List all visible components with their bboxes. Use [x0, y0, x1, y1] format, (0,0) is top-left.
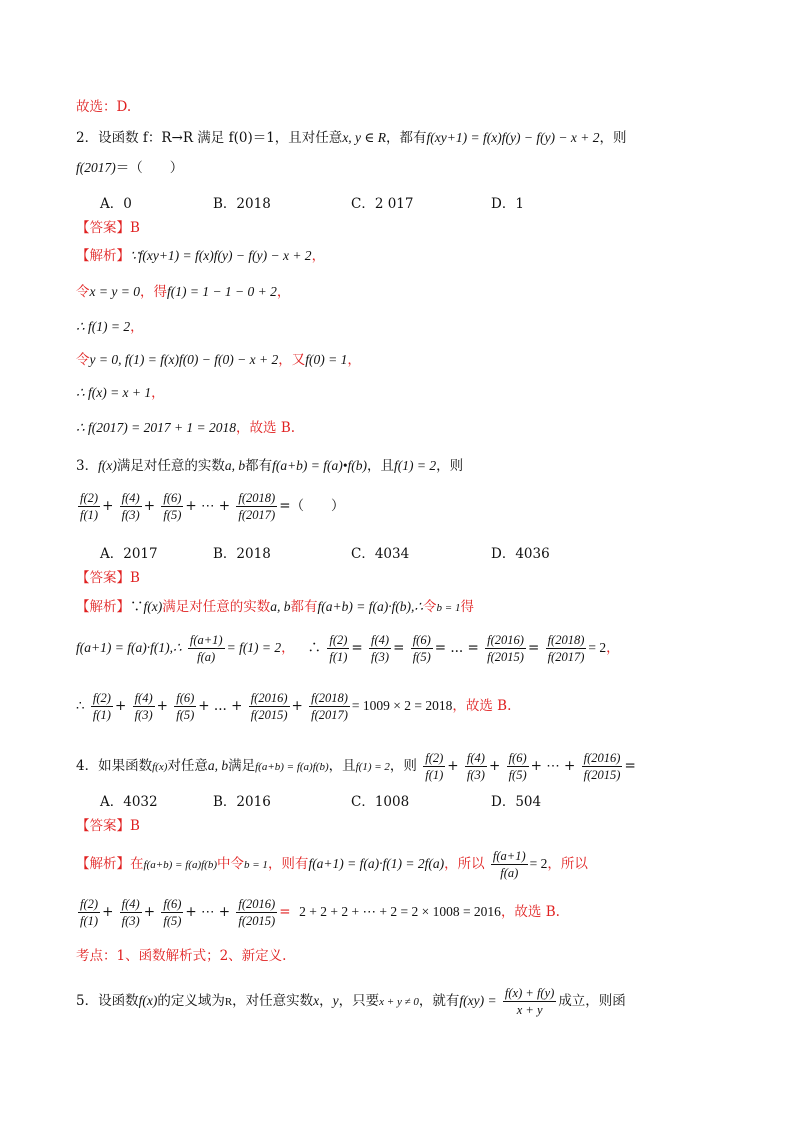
prev-answer: 故选：D.: [76, 99, 132, 115]
fraction: $\frac{f(2)}{f(1)}$: [80, 491, 99, 522]
fraction: $\frac{f(4)}{f(3)}$: [121, 897, 140, 928]
q2-analysis-1: 【解析】∵f(xy+1) = f(x)f(y) − f(y) − x + 2，: [76, 248, 326, 264]
q3-option-d: D．4036: [491, 546, 550, 562]
fraction: $\frac{f(2)}{f(1)}$: [425, 751, 444, 782]
fraction: $\frac{f(2016)}{f(2015)}$: [583, 751, 621, 782]
fraction: $\frac{f(x) + f(y)}{x + y}$: [504, 986, 555, 1017]
fraction: $\frac{f(4)}{f(3)}$: [371, 633, 390, 664]
fraction: $\frac{f(4)}{f(3)}$: [121, 491, 140, 522]
q3-expression: $\frac{f(2)}{f(1)}$ + $\frac{f(4)}{f(3)}$ + $\frac{f(6)}{f(5)}$ + ⋯ + $\frac{f(2018)}{f(2017)}$ =（ ）: [80, 491, 345, 522]
q5-stem: 5．设函数f(x)的定义域为R，对任意实数x，y，只要x + y ≠ 0，就有f(xy) = $\frac{f(x) + f(y)}{x + y}$ 成立，则函: [76, 986, 626, 1017]
q3-option-a: A．2017: [100, 546, 158, 562]
fraction: $\frac{f(2016)}{f(2015)}$: [238, 897, 276, 928]
q4-answer: 【答案】B: [76, 818, 140, 834]
fraction: $\frac{f(2018)}{f(2017)}$: [311, 691, 348, 722]
q2-analysis-3: ∴ f(1) = 2，: [76, 319, 144, 335]
q4-analysis-1: 【解析】在f(a+b) = f(a)f(b)中令b = 1，则有f(a+1) = f(a)·f(1) = 2f(a)，所以 $\frac{f(a+1)}{f(a)}$ = 2，所以: [76, 849, 588, 880]
fraction: $\frac{f(6)}{f(5)}$: [176, 691, 195, 722]
q4-option-c: C．1008: [351, 794, 410, 810]
q4-option-d: D．504: [491, 794, 542, 810]
q3-analysis-3: ∴ $\frac{f(2)}{f(1)}$ + $\frac{f(4)}{f(3)}$ + $\frac{f(6)}{f(5)}$ + ... + $\frac{f(2016)}{f(2015)}$ + $\frac{f(2018)}{f(2017)}$ = 1009 × 2 = 2018，故选 B.: [76, 691, 512, 722]
q4-option-a: A．4032: [100, 794, 158, 810]
q2-stem: 2．设函数 f：R→R 满足 f(0)＝1，且对任意x, y ∈ R，都有f(xy+1) = f(x)f(y) − f(y) − x + 2，则: [76, 130, 627, 146]
q2-analysis-6: ∴ f(2017) = 2017 + 1 = 2018，故选 B.: [76, 420, 296, 436]
q4-analysis-2: $\frac{f(2)}{f(1)}$ + $\frac{f(4)}{f(3)}$ + $\frac{f(6)}{f(5)}$ + ⋯ + $\frac{f(2016)}{f(2015)}$ = 2 + 2 + 2 + ⋯ + 2 = 2 × 1008 = 2016，故选 B.: [80, 897, 560, 928]
q3-option-c: C．4034: [351, 546, 410, 562]
fraction: $\frac{f(2)}{f(1)}$: [329, 633, 348, 664]
q3-stem: 3．f(x)满足对任意的实数a, b都有f(a+b) = f(a)•f(b)，且f(1) = 2，则: [76, 458, 464, 474]
q2-option-b: B．2018: [213, 196, 271, 212]
fraction: $\frac{f(2018)}{f(2017)}$: [238, 491, 276, 522]
fraction: $\frac{f(2018)}{f(2017)}$: [547, 633, 585, 664]
fraction: $\frac{f(6)}{f(5)}$: [508, 751, 527, 782]
fraction: $\frac{f(2)}{f(1)}$: [80, 897, 99, 928]
q2-analysis-4: 令y = 0, f(1) = f(x)f(0) − f(0) − x + 2，又f(0) = 1，: [76, 352, 361, 368]
q4-option-b: B．2016: [213, 794, 271, 810]
q2-analysis-5: ∴ f(x) = x + 1，: [76, 385, 165, 401]
fraction: $\frac{f(2016)}{f(2015)}$: [487, 633, 524, 664]
q3-analysis-2: f(a+1) = f(a)·f(1),∴ $\frac{f(a+1)}{f(a)}$ = f(1) = 2， ∴ $\frac{f(2)}{f(1)}$ = $\frac{f(4)}{f(3)}$ = $\frac{f(6)}{f(5)}$ = ... = $\frac{f(2016)}{f(2015)}$ = $\frac{f(2018)}{f(2017)}$ = 2，: [76, 633, 620, 664]
fraction: $\frac{f(6)}{f(5)}$: [412, 633, 431, 664]
q2-answer: 【答案】B: [76, 220, 140, 236]
q3-analysis-1: 【解析】∵f(x)满足对任意的实数a, b都有f(a+b) = f(a)·f(b),∴令b = 1得: [76, 599, 474, 615]
q3-option-b: B．2018: [213, 546, 271, 562]
q2-option-a: A．0: [100, 196, 132, 212]
q2-option-c: C．2 017: [351, 196, 414, 212]
fraction: $\frac{f(6)}{f(5)}$: [163, 897, 182, 928]
fraction: $\frac{f(2)}{f(1)}$: [92, 691, 111, 722]
q2-analysis-2: 令x = y = 0，得f(1) = 1 − 1 − 0 + 2，: [76, 284, 291, 300]
fraction: $\frac{f(6)}{f(5)}$: [163, 491, 182, 522]
q2-stem-2: f(2017)＝（ ）: [76, 160, 184, 176]
q4-stem: 4．如果函数f(x)对任意a, b满足f(a+b) = f(a)f(b)，且f(1) = 2，则 $\frac{f(2)}{f(1)}$ + $\frac{f(4)}{f(3)}$ + $\frac{f(6)}{f(5)}$ + ⋯ + $\frac{f(2016)}{f(2015)}$ =: [76, 751, 636, 782]
q4-key-points: 考点：1、函数解析式；2、新定义.: [76, 948, 287, 964]
fraction: $\frac{f(4)}{f(3)}$: [134, 691, 153, 722]
fraction: $\frac{f(a+1)}{f(a)}$: [189, 633, 223, 664]
fraction: $\frac{f(4)}{f(3)}$: [466, 751, 485, 782]
q3-answer: 【答案】B: [76, 570, 140, 586]
fraction: $\frac{f(a+1)}{f(a)}$: [492, 849, 526, 880]
fraction: $\frac{f(2016)}{f(2015)}$: [250, 691, 288, 722]
q2-option-d: D．1: [491, 196, 524, 212]
